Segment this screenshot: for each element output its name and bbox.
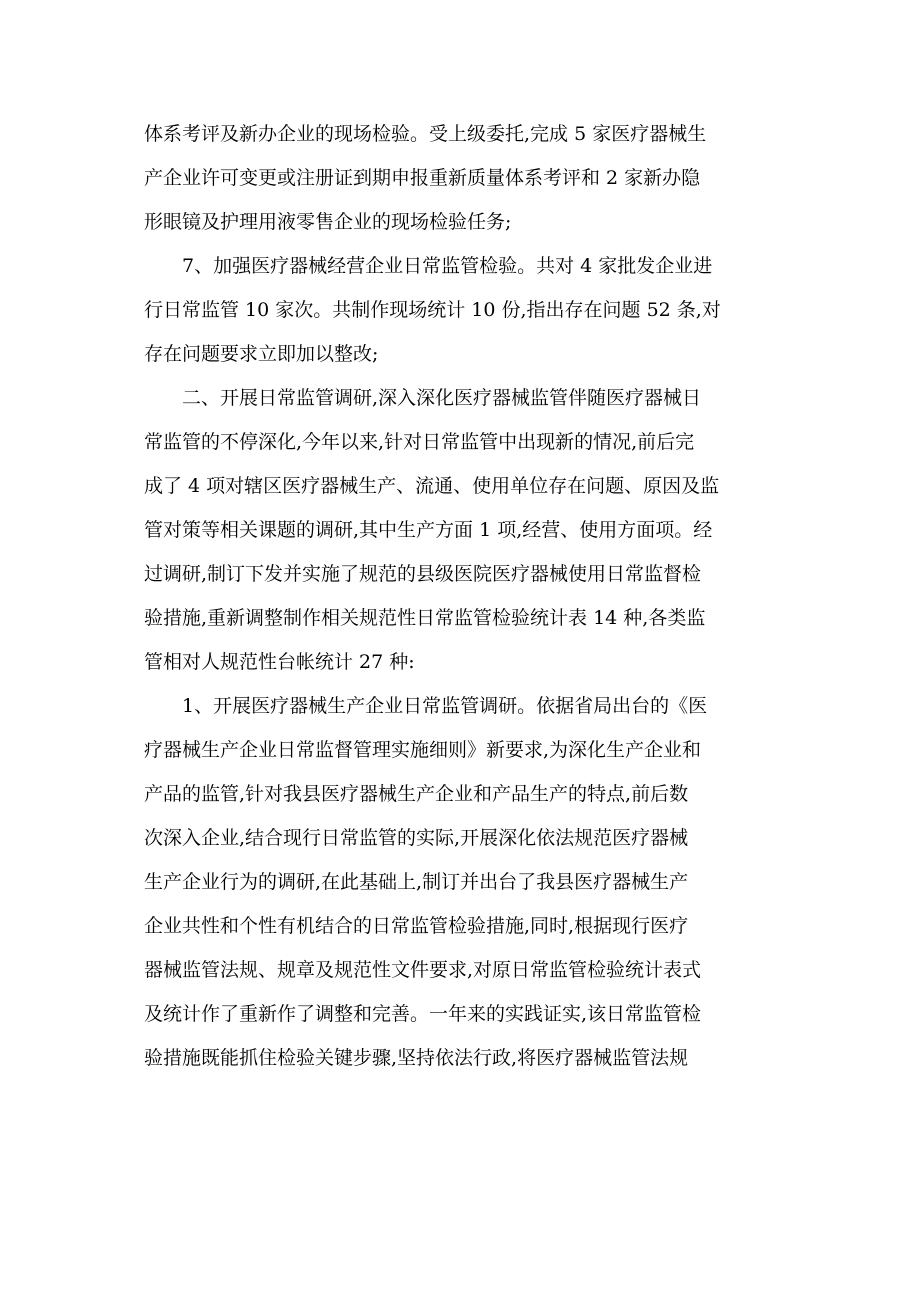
document-body	[144, 112, 782, 1080]
text-line: 次深入企业,结合现行日常监管的实际,开展深化依法规范医疗器械	[144, 827, 689, 849]
text-line: 管对策等相关课题的调研,其中生产方面 1 项,经营、使用方面项。经	[144, 519, 713, 541]
text-line: 过调研,制订下发并实施了规范的县级医院医疗器械使用日常监督检	[144, 563, 702, 585]
text-line: 管相对人规范性台帐统计 27 种:	[144, 651, 415, 673]
text-line: 疗器械生产企业日常监督管理实施细则》新要求,为深化生产企业和	[144, 739, 702, 761]
text-line: 形眼镜及护理用液零售企业的现场检验任务;	[144, 211, 512, 233]
text-line: 验措施既能抓住检验关键步骤,坚持依法行政,将医疗器械监管法规	[144, 1047, 689, 1069]
text-line: 企业共性和个性有机结合的日常监管检验措施,同时,根据现行医疗	[144, 915, 689, 937]
text-line: 器械监管法规、规章及规范性文件要求,对原日常监管检验统计表式	[144, 959, 702, 981]
text-line: 体系考评及新办企业的现场检验。受上级委托,完成 5 家医疗器械生	[144, 123, 707, 145]
text-line: 1、开展医疗器械生产企业日常监管调研。依据省局出台的《医	[182, 695, 708, 717]
text-line: 生产企业行为的调研,在此基础上,制订并出台了我县医疗器械生产	[144, 871, 689, 893]
text-line: 7、加强医疗器械经营企业日常监管检验。共对 4 家批发企业进	[182, 255, 713, 277]
paragraph-continuation	[144, 112, 782, 244]
text-line: 验措施,重新调整制作相关规范性日常监管检验统计表 14 种,各类监	[144, 607, 706, 629]
text-line: 存在问题要求立即加以整改;	[144, 343, 379, 365]
text-line: 二、开展日常监管调研,深入深化医疗器械监管伴随医疗器械日	[182, 387, 702, 409]
paragraph-section-2	[144, 376, 782, 684]
text-line: 产品的监管,针对我县医疗器械生产企业和产品生产的特点,前后数	[144, 783, 689, 805]
paragraph-section-2-item-1	[144, 684, 782, 1080]
paragraph-item-7	[144, 244, 782, 376]
text-line: 及统计作了重新作了调整和完善。一年来的实践证实,该日常监管检	[144, 1003, 702, 1025]
text-line: 产企业许可变更或注册证到期申报重新质量体系考评和 2 家新办隐	[144, 167, 701, 189]
text-line: 行日常监管 10 家次。共制作现场统计 10 份,指出存在问题 52 条,对	[144, 299, 721, 321]
text-line: 成了 4 项对辖区医疗器械生产、流通、使用单位存在问题、原因及监	[144, 475, 720, 497]
text-line: 常监管的不停深化,今年以来,针对日常监管中出现新的情况,前后完	[144, 431, 695, 453]
